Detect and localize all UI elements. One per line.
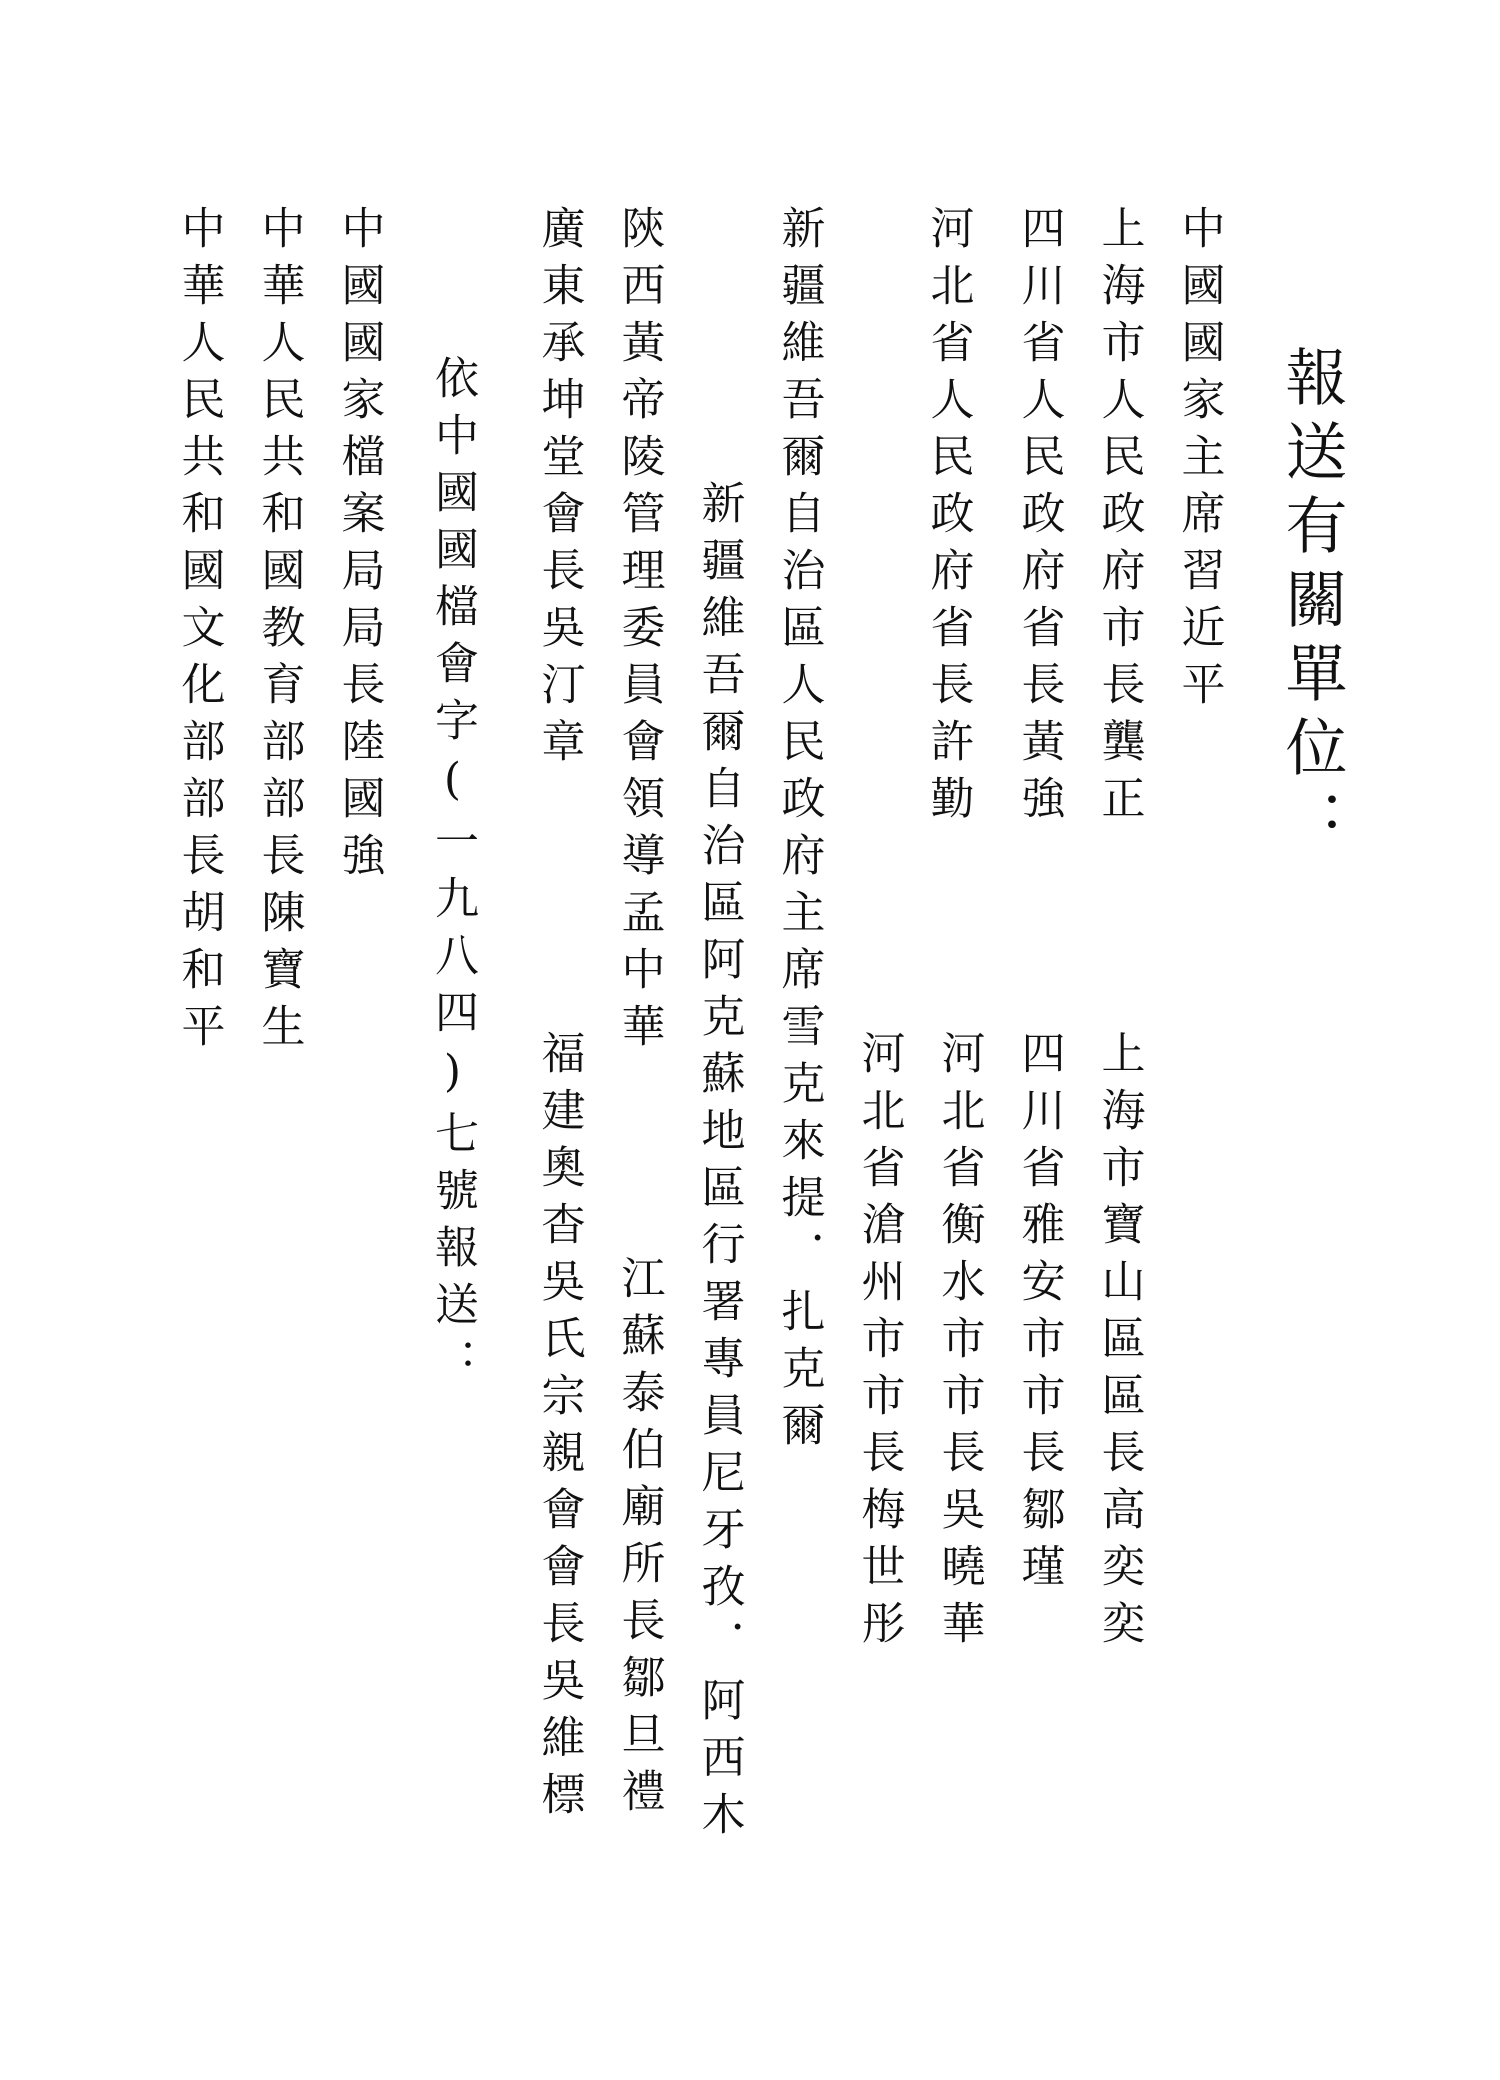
recipient-name: 胡和平: [173, 889, 225, 1060]
recipient-name: 黃強: [1013, 718, 1065, 832]
recipient-line-5: [770, 205, 827, 1459]
local-recipient-name: 梅世彤: [853, 1486, 905, 1657]
local-recipient-4: [850, 1030, 907, 1657]
recipient-line-4: [890, 205, 1005, 832]
recipient-name: 吳汀章: [533, 604, 585, 775]
recipient-line-6: [690, 480, 747, 1848]
local-recipient-name: 鄒旦禮: [613, 1654, 665, 1825]
recipient-title: 中華人民共和國文化部部長: [173, 205, 225, 889]
page-heading: 報送有關單位：: [1275, 345, 1348, 863]
recipient-title: 陝西黃帝陵管理委員會領導: [613, 205, 665, 889]
local-recipient-name: 吳曉華: [933, 1486, 985, 1657]
recipient-title: 四川省人民政府省長: [1013, 205, 1065, 718]
recipient-name: 尼牙孜．阿西木: [693, 1449, 745, 1848]
recipient-line-7: [610, 205, 667, 1060]
recipient-title: 中國國家檔案局局長: [333, 205, 385, 718]
local-recipient-title: 福建奧杳吳氏宗親會會長: [533, 1030, 585, 1657]
recipient-name: 雪克來提．扎克爾: [773, 1003, 825, 1459]
local-recipient-2: [1010, 1030, 1067, 1600]
recipient-line-1: [1170, 205, 1227, 718]
recipient-line-8: [530, 205, 587, 775]
recipient-name: 龔正: [1093, 718, 1145, 832]
recipient-title: 廣東承坤堂會長: [533, 205, 585, 604]
recipient-name: 習近平: [1173, 547, 1225, 718]
recipient-name: 許勤: [922, 718, 974, 832]
local-recipient-3: [930, 1030, 987, 1657]
recipient-title: 中國國家主席: [1173, 205, 1225, 547]
recipient-title: 新疆維吾爾自治區人民政府主席: [773, 205, 825, 1003]
recipient-name: 陳寶生: [253, 889, 305, 1060]
recipient-line-10: [250, 205, 307, 1060]
recipient-line-2: [1090, 205, 1147, 832]
reference-line: [427, 355, 478, 1395]
local-recipient-name: 鄒瑾: [1013, 1486, 1065, 1600]
local-recipient-title: 江蘇泰伯廟所長: [613, 1255, 665, 1654]
recipient-title: 新疆維吾爾自治區阿克蘇地區行署專員: [693, 480, 745, 1449]
local-recipient-name: 高奕奕: [1093, 1486, 1145, 1657]
reference-prefix: 依中國: [427, 355, 478, 526]
local-recipient-5: [610, 1255, 667, 1825]
local-recipient-title: 四川省雅安市市長: [1013, 1030, 1065, 1486]
recipient-name: 陸國強: [333, 718, 385, 889]
local-recipient-1: [1090, 1030, 1147, 1657]
local-recipient-name: 吳維標: [533, 1657, 585, 1828]
recipient-title: 上海市人民政府市長: [1093, 205, 1145, 718]
recipient-name: 孟中華: [613, 889, 665, 1060]
recipient-line-9: [330, 205, 387, 889]
reference-document-number: 國檔會字(一九八四)七號報送：: [427, 526, 478, 1395]
local-recipient-title: 上海市寶山區區長: [1093, 1030, 1145, 1486]
recipient-line-11: [170, 205, 227, 1060]
recipient-line-3: [1010, 205, 1067, 832]
local-recipient-6: [530, 1030, 587, 1828]
local-recipient-title: 河北省衡水市市長: [933, 1030, 985, 1486]
recipient-title: 河北省人民政府省長: [922, 205, 974, 718]
recipient-title: 中華人民共和國教育部部長: [253, 205, 305, 889]
local-recipient-title: 河北省滄州市市長: [853, 1030, 905, 1486]
